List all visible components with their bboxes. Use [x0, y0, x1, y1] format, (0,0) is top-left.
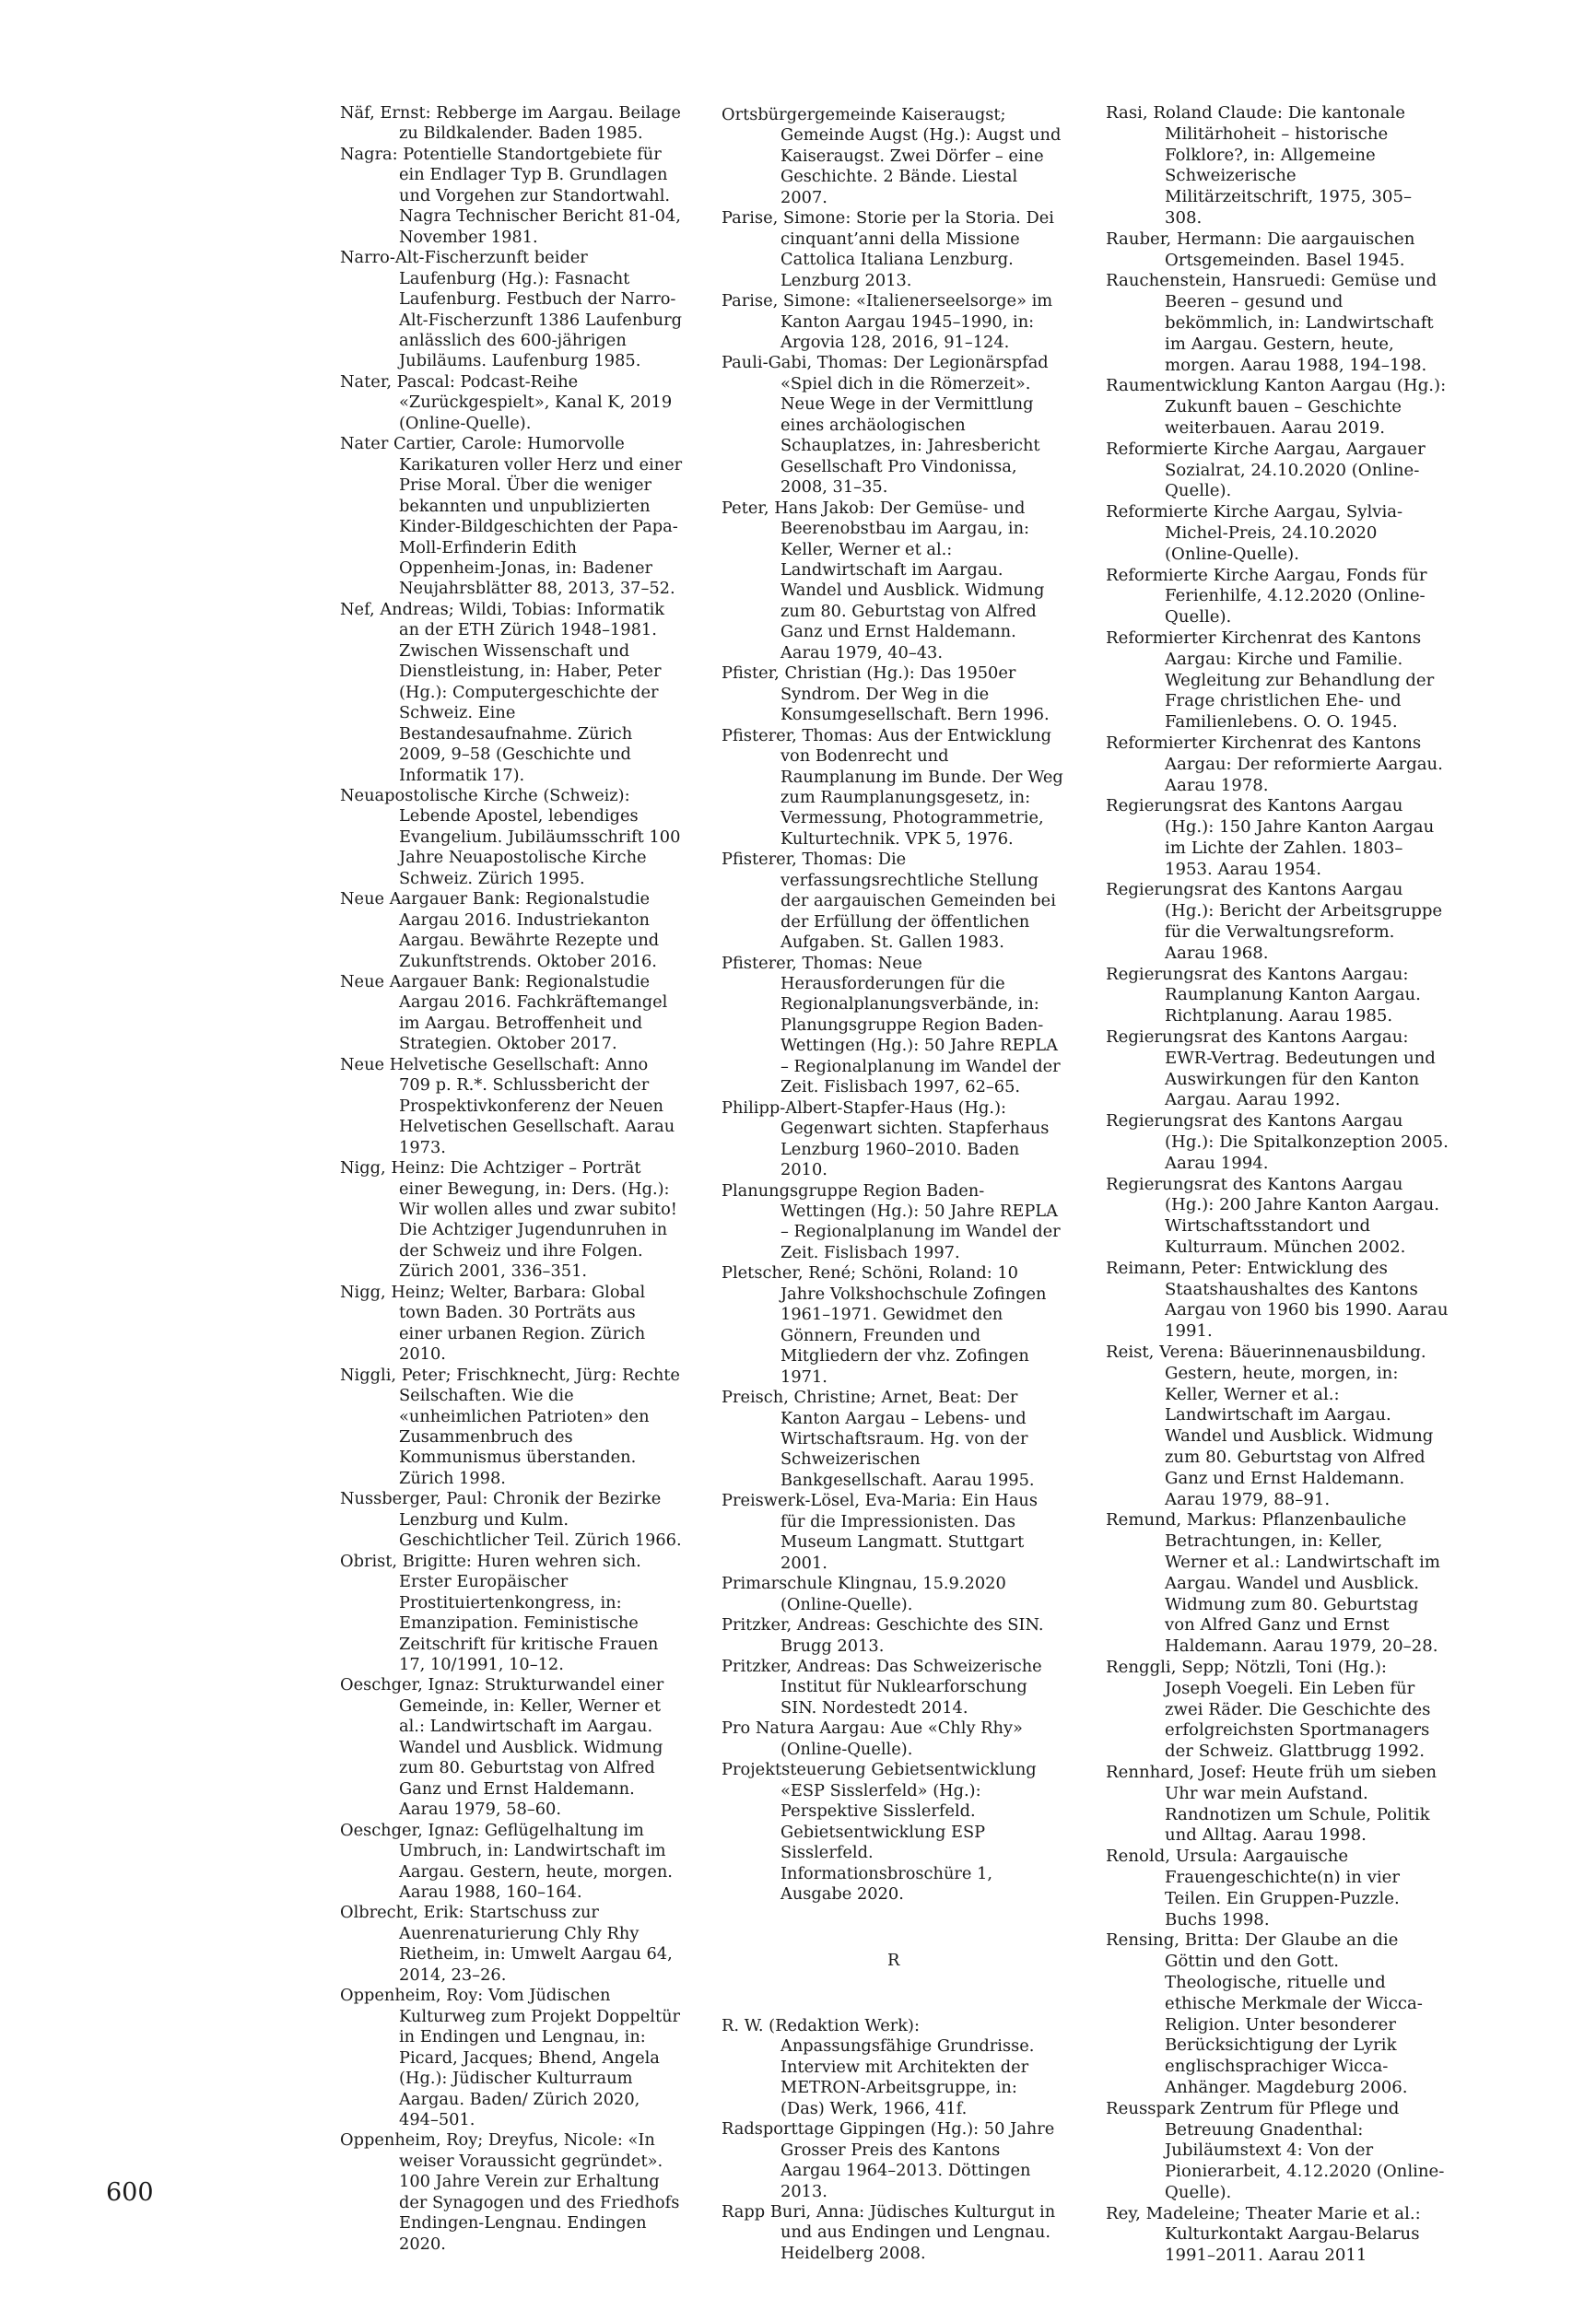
bibliography-entry: Narro-Alt-Fischerzunft beider Laufenburg (Hg.): Fasnacht Laufenburg. Festbuch der Narro-Alt-Fischerzunft 1386 Laufenburg anlässlich des 600-jährigen Jubiläums. Laufenburg 1985.	[340, 248, 682, 371]
bibliography-entry: Rapp Buri, Anna: Jüdisches Kulturgut in und aus Endingen und Lengnau. Heidelberg 2008.	[722, 2201, 1056, 2263]
bibliography-entry: Peter, Hans Jakob: Der Gemüse- und Beerenobstbau im Aargau, in: Keller, Werner et al.: Landwirtschaft im Aargau. Wandel und Ausblick. Widmung zum 80. Geburtstag von Alfred Ganz und Ernst Haldemann. Aarau 1979, 40–43.	[722, 498, 1045, 663]
bibliography-entry: Regierungsrat des Kantons Aargau: Raumplanung Kanton Aargau. Richtplanung. Aarau 1985.	[1106, 964, 1421, 1026]
bibliography-entry: Rauchenstein, Hansruedi: Gemüse und Beeren – gesund und bekömmlich, in: Landwirtschaft im Aargau. Gestern, heute, morgen. Aarau 1988, 194–198.	[1106, 271, 1438, 375]
bibliography-entry: Primarschule Klingnau, 15.9.2020 (Online-Quelle).	[722, 1574, 1006, 1614]
bibliography-entry: Nater, Pascal: Podcast-Reihe «Zurückgespielt», Kanal K, 2019 (Online-Quelle).	[340, 371, 673, 433]
bibliography-entry: Neue Aargauer Bank: Regionalstudie Aargau 2016. Industriekanton Aargau. Bewährte Rezepte und Zukunftstrends. Oktober 2016.	[340, 889, 660, 971]
bibliography-entry: Planungsgruppe Region Baden-Wettingen (Hg.): 50 Jahre REPLA – Regionalplanung im Wandel der Zeit. Fislisbach 1997.	[722, 1180, 1061, 1262]
bibliography-entry: Nussberger, Paul: Chronik der Bezirke Lenzburg und Kulm. Geschichtlicher Teil. Zürich 1966.	[340, 1489, 682, 1551]
bibliography-entry: Reimann, Peter: Entwicklung des Staatshaushaltes des Kantons Aargau von 1960 bis 1990. Aarau 1991.	[1106, 1258, 1449, 1342]
bibliography-entry: Oppenheim, Roy: Vom Jüdischen Kulturweg zum Projekt Doppeltür in Endingen und Lengnau, in: Picard, Jacques; Bhend, Angela (Hg.): Jüdischer Kulturraum Aargau. Baden/ Zürich 2020, 494–501.	[340, 1986, 681, 2129]
bibliography-entry: Nigg, Heinz; Welter, Barbara: Global town Baden. 30 Porträts aus einer urbanen Region. Zürich 2010.	[340, 1282, 646, 1365]
bibliography-entry: Oeschger, Ignaz: Strukturwandel einer Gemeinde, in: Keller, Werner et al.: Landwirtschaft im Aargau. Wandel und Ausblick. Widmung zum 80. Geburtstag von Alfred Ganz und Ernst Haldemann. Aarau 1979, 58–60.	[340, 1675, 664, 1820]
bibliography-entry: Reist, Verena: Bäuerinnenausbildung. Gestern, heute, morgen, in: Keller, Werner et al.: Landwirtschaft im Aargau. Wandel und Ausblick. Widmung zum 80. Geburtstag von Alfred Ganz und Ernst Haldemann. Aarau 1979, 88–91.	[1106, 1343, 1434, 1509]
bibliography-entry: Oeschger, Ignaz: Geflügelhaltung im Umbruch, in: Landwirtschaft im Aargau. Gestern, heute, morgen. Aarau 1988, 160–164.	[340, 1820, 673, 1902]
bibliography-entry: Regierungsrat des Kantons Aargau (Hg.): Die Spitalkonzeption 2005. Aarau 1994.	[1106, 1111, 1449, 1173]
bibliography-entry: Rennhard, Josef: Heute früh um sieben Uhr war mein Aufstand. Randnotizen um Schule, Politik und Alltag. Aarau 1998.	[1106, 1762, 1438, 1846]
bibliography-entry: Nagra: Potentielle Standortgebiete für ein Endlager Typ B. Grundlagen und Vorgehen zur Standortwahl. Nagra Technischer Bericht 81-04, November 1981.	[340, 144, 681, 247]
bibliography-entry: Pfisterer, Thomas: Die verfassungsrechtliche Stellung der aargauischen Gemeinden bei der Erfüllung der öffentlichen Aufgaben. St. Gallen 1983.	[722, 850, 1056, 953]
bibliography-entry: Reformierter Kirchenrat des Kantons Aargau: Der reformierte Aargau. Aarau 1978.	[1106, 733, 1443, 795]
bibliography-entry: Neuapostolische Kirche (Schweiz): Lebende Apostel, lebendiges Evangelium. Jubiläumsschrift 100 Jahre Neuapostolische Kirche Schweiz. Zürich 1995.	[340, 785, 681, 888]
bibliography-entry: Pletscher, René; Schöni, Roland: 10 Jahre Volkshochschule Zofingen 1961–1971. Gewidmet den Gönnern, Freunden und Mitgliedern der vhz. Zofingen 1971.	[722, 1263, 1047, 1387]
bibliography-entry: Reformierter Kirchenrat des Kantons Aargau: Kirche und Familie. Wegleitung zur Behandlung der Frage christlichen Ehe- und Familienlebens. O. O. 1945.	[1106, 627, 1435, 733]
bibliography-column-2	[722, 105, 1064, 2264]
bibliography-column-1	[340, 103, 683, 2255]
bibliography-entry: R. W. (Redaktion Werk): Anpassungsfähige Grundrisse. Interview mit Architekten der METRON-Arbeitsgruppe, in: (Das) Werk, 1966, 41f.	[722, 2015, 1035, 2118]
bibliography-entry: Neue Aargauer Bank: Regionalstudie Aargau 2016. Fachkräftemangel im Aargau. Betroffenheit und Strategien. Oktober 2017.	[340, 972, 668, 1054]
bibliography-entry: Regierungsrat des Kantons Aargau (Hg.): 200 Jahre Kanton Aargau. Wirtschaftsstandort und Kulturraum. München 2002.	[1106, 1174, 1439, 1258]
bibliography-entry: Nigg, Heinz: Die Achtziger – Porträt einer Bewegung, in: Ders. (Hg.): Wir wollen alles und zwar subito! Die Achtziger Jugendunruhen in der Schweiz und ihre Folgen. Zürich 2001, 336–351.	[340, 1158, 677, 1282]
bibliography-entry: Pauli-Gabi, Thomas: Der Legionärspfad «Spiel dich in die Römerzeit». Neue Wege in der Vermittlung eines archäologischen Schauplatzes, in: Jahresbericht Gesellschaft Pro Vindonissa, 2008, 31–35.	[722, 353, 1049, 498]
bibliography-entry: Niggli, Peter; Frischknecht, Jürg: Rechte Seilschaften. Wie die «unheimlichen Patrioten» den Zusammenbruch des Kommunismus überstanden. Zürich 1998.	[340, 1365, 680, 1488]
bibliography-entry: Reformierte Kirche Aargau, Sylvia-Michel-Preis, 24.10.2020 (Online-Quelle).	[1106, 502, 1403, 564]
bibliography-entry: Pfisterer, Thomas: Aus der Entwicklung von Bodenrecht und Raumplanung im Bunde. Der Weg zum Raumplanungsgesetz, in: Vermessung, Photogrammetrie, Kulturtechnik. VPK 5, 1976.	[722, 725, 1063, 849]
bibliography-entry: Rasi, Roland Claude: Die kantonale Militärhoheit – historische Folklore?, in: Allgemeine Schweizerische Militärzeitschrift, 1975, 305–308.	[1106, 103, 1413, 228]
bibliography-entry: Radsporttage Gippingen (Hg.): 50 Jahre Grosser Preis des Kantons Aargau 1964–2013. Döttingen 2013.	[722, 2119, 1055, 2201]
bibliography-column-3	[1106, 103, 1449, 2267]
bibliography-entry: Näf, Ernst: Rebberge im Aargau. Beilage zu Bildkalender. Baden 1985.	[340, 103, 681, 144]
bibliography-entry: Raumentwicklung Kanton Aargau (Hg.): Zukunft bauen – Geschichte weiterbauen. Aarau 2019.	[1106, 376, 1447, 438]
bibliography-entry: Renold, Ursula: Aargauische Frauengeschichte(n) in vier Teilen. Ein Gruppen-Puzzle. Buchs 1998.	[1106, 1847, 1400, 1929]
bibliography-entry: Preiswerk-Lösel, Eva-Maria: Ein Haus für die Impressionisten. Das Museum Langmatt. Stuttgart 2001.	[722, 1491, 1038, 1573]
bibliography-entry: Regierungsrat des Kantons Aargau (Hg.): 150 Jahre Kanton Aargau im Lichte der Zahlen. 1803–1953. Aarau 1954.	[1106, 796, 1435, 879]
bibliography-entry: Oppenheim, Roy; Dreyfus, Nicole: «In weiser Voraussicht gegründet». 100 Jahre Verein zur Erhaltung der Synagogen und des Friedhofs Endingen-Lengnau. Endingen 2020.	[340, 2130, 680, 2254]
bibliography-entry: Nef, Andreas; Wildi, Tobias: Informatik an der ETH Zürich 1948–1981. Zwischen Wissenschaft und Dienstleistung, in: Haber, Peter (Hg.): Computergeschichte der Schweiz. Eine Bestandesaufnahme. Zürich 2009, 9–58 (Geschichte und Informatik 17).	[340, 599, 665, 785]
bibliography-entry: Regierungsrat des Kantons Aargau: EWR-Vertrag. Bedeutungen und Auswirkungen für den Kanton Aargau. Aarau 1992.	[1106, 1027, 1436, 1110]
bibliography-entry: Preisch, Christine; Arnet, Beat: Der Kanton Aargau – Lebens- und Wirtschaftsraum. Hg. von der Schweizerischen Bankgesellschaft. Aarau 1995.	[722, 1388, 1035, 1490]
bibliography-entry: Reformierte Kirche Aargau, Aargauer Sozialrat, 24.10.2020 (Online-Quelle).	[1106, 439, 1426, 501]
bibliography-entry: Neue Helvetische Gesellschaft: Anno 709 p. R.*. Schlussbericht der Prospektivkonferenz der Neuen Helvetischen Gesellschaft. Aarau 1973.	[340, 1054, 675, 1157]
bibliography-entry: Pfisterer, Thomas: Neue Herausforderungen für die Regionalplanungsverbände, in: Planungsgruppe Region Baden-Wettingen (Hg.): 50 Jahre REPLA – Regionalplanung im Wandel der Zeit. Fislisbach 1997, 62–65.	[722, 953, 1061, 1097]
bibliography-entry: Obrist, Brigitte: Huren wehren sich. Erster Europäischer Prostituiertenkongress, in: Emanzipation. Feministische Zeitschrift für kritische Frauen 17, 10/1991, 10–12.	[340, 1551, 659, 1674]
bibliography-entry: Projektsteuerung Gebietsentwicklung «ESP Sisslerfeld» (Hg.): Perspektive Sisslerfeld. Gebietsentwicklung ESP Sisslerfeld. Informationsbroschüre 1, Ausgabe 2020.	[722, 1760, 1037, 1904]
bibliography-entry: Rey, Madeleine; Theater Marie et al.: Kulturkontakt Aargau-Belarus 1991–2011. Aarau 2011	[1106, 2203, 1421, 2266]
bibliography-entry: Nater Cartier, Carole: Humorvolle Karikaturen voller Herz und einer Prise Moral. Über die weniger bekannten und unpublizierten Kinder-Bildgeschichten der Papa-Moll-Erfinderin Edith Oppenheim-Jonas, in: Badener Neujahrsblätter 88, 2013, 37–52.	[340, 434, 683, 599]
bibliography-entry: Parise, Simone: «Italienerseelsorge» im Kanton Aargau 1945–1990, in: Argovia 128, 2016, 91–124.	[722, 291, 1053, 352]
bibliography-entry: Pritzker, Andreas: Das Schweizerische Institut für Nuklearforschung SIN. Nordestedt 2014.	[722, 1656, 1042, 1718]
bibliography-entry: Renggli, Sepp; Nötzli, Toni (Hg.): Joseph Voegeli. Ein Leben für zwei Räder. Die Geschichte des erfolgreichsten Sportmanagers der Schweiz. Glattbrugg 1992.	[1106, 1657, 1431, 1762]
bibliography-entry: Regierungsrat des Kantons Aargau (Hg.): Bericht der Arbeitsgruppe für die Verwaltungsreform. Aarau 1968.	[1106, 880, 1443, 963]
bibliography-entry: Parise, Simone: Storie per la Storia. Dei cinquant’anni della Missione Cattolica Italiana Lenzburg. Lenzburg 2013.	[722, 208, 1054, 290]
bibliography-entry: Philipp-Albert-Stapfer-Haus (Hg.): Gegenwart sichten. Stapferhaus Lenzburg 1960–2010. Baden 2010.	[722, 1097, 1050, 1180]
section-letter-heading: R	[887, 1951, 900, 1971]
bibliography-entry: Remund, Markus: Pflanzenbauliche Betrachtungen, in: Keller, Werner et al.: Landwirtschaft im Aargau. Wandel und Ausblick. Widmung zum 80. Geburtstag von Alfred Ganz und Ernst Haldemann. Aarau 1979, 20–28.	[1106, 1510, 1440, 1657]
bibliography-entry: Pro Natura Aargau: Aue «Chly Rhy» (Online-Quelle).	[722, 1718, 1023, 1759]
bibliography-entry: Rauber, Hermann: Die aargauischen Ortsgemeinden. Basel 1945.	[1106, 229, 1415, 270]
bibliography-entry: Rensing, Britta: Der Glaube an die Göttin und den Gott. Theologische, rituelle und ethische Merkmale der Wicca-Religion. Unter besonderer Berücksichtigung der Lyrik englischsprachiger Wicca-Anhänger. Magdeburg 2006.	[1106, 1930, 1423, 2097]
bibliography-entry: Pfister, Christian (Hg.): Das 1950er Syndrom. Der Weg in die Konsumgesellschaft. Bern 1996.	[722, 663, 1050, 725]
page-number: 600	[106, 2178, 154, 2207]
bibliography-entry: Pritzker, Andreas: Geschichte des SIN. Brugg 2013.	[722, 1615, 1044, 1656]
bibliography-entry: Reformierte Kirche Aargau, Fonds für Ferienhilfe, 4.12.2020 (Online-Quelle).	[1106, 565, 1427, 627]
bibliography-entry: Reusspark Zentrum für Pflege und Betreuung Gnadenthal: Jubiläumstext 4: Von der Pionierarbeit, 4.12.2020 (Online-Quelle).	[1106, 2098, 1445, 2202]
bibliography-entry: Olbrecht, Erik: Startschuss zur Auenrenaturierung Chly Rhy Rietheim, in: Umwelt Aargau 64, 2014, 23–26.	[340, 1903, 673, 1985]
bibliography-entry: Ortsbürgergemeinde Kaiseraugst; Gemeinde Augst (Hg.): Augst und Kaiseraugst. Zwei Dörfer – eine Geschichte. 2 Bände. Liestal 2007.	[722, 105, 1062, 207]
